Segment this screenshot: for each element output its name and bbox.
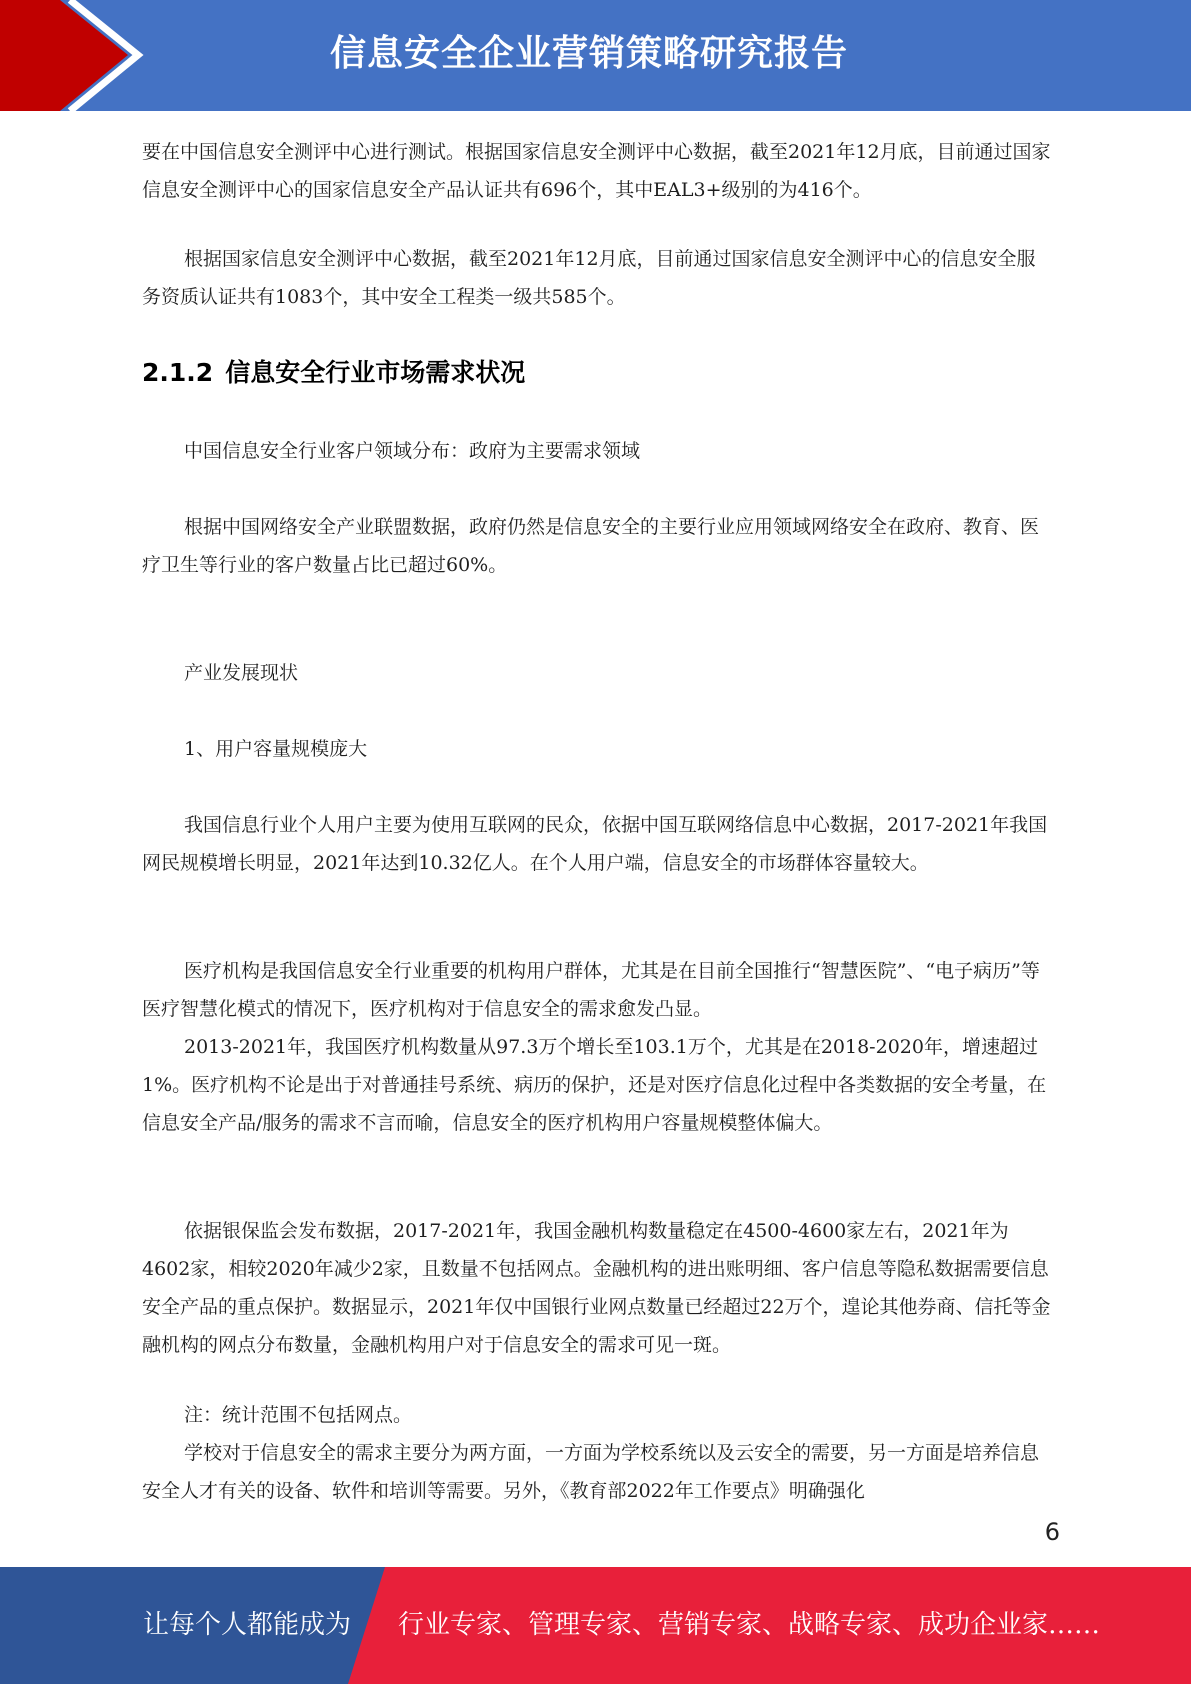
section-title: 信息安全行业市场需求状况 <box>225 358 526 387</box>
section-heading <box>142 353 525 393</box>
page-header <box>0 0 1191 111</box>
paragraph-cert-services: 根据国家信息安全测评中心数据，截至2021年12月底，目前通过国家信息安全测评中心的信息安全服务资质认证共有1083个，其中安全工程类一级共585个。 <box>142 248 1036 308</box>
paragraph-industry-status: 产业发展现状 <box>184 662 299 684</box>
page-footer <box>0 1567 1191 1684</box>
section-number: 2.1.2 <box>142 358 214 387</box>
header-chevron-icon <box>0 0 160 111</box>
paragraph-financial-institutions: 依据银保监会发布数据，2017-2021年，我国金融机构数量稳定在4500-4600家左右，2021年为4602家，相较2020年减少2家，且数量不包括网点。金融机构的进出账明细、客户信息等隐私数据需要信息安全产品的重点保护。数据显示，2021年仅中国银行业网点数量已经超过22万个，遑论其他券商、信托等金融机构的网点分布数量，金融机构用户对于信息安全的需求可见一斑。 <box>142 1220 1051 1356</box>
footer-slogan-right: 行业专家、管理专家、营销专家、战略专家、成功企业家…… <box>398 1610 1101 1640</box>
paragraph-medical-institutions: 医疗机构是我国信息安全行业重要的机构用户群体，尤其是在目前全国推行“智慧医院”、“电子病历”等医疗智慧化模式的情况下，医疗机构对于信息安全的需求愈发凸显。 <box>142 960 1040 1020</box>
footer-slogan-left: 让每个人都能成为 <box>143 1610 352 1640</box>
paragraph-schools: 学校对于信息安全的需求主要分为两方面，一方面为学校系统以及云安全的需要，另一方面是培养信息安全人才有关的设备、软件和培训等需要。另外，《教育部2022年工作要点》明确强化 <box>142 1442 1040 1502</box>
report-title: 信息安全企业营销策略研究报告 <box>330 33 849 74</box>
paragraph-medical-growth: 2013-2021年，我国医疗机构数量从97.3万个增长至103.1万个，尤其是在2018-2020年，增速超过1%。医疗机构不论是出于对普通挂号系统、病历的保护，还是对医疗信息化过程中各类数据的安全考量，在信息安全产品/服务的需求不言而喻，信息安全的医疗机构用户容量规模整体偏大。 <box>142 1036 1047 1134</box>
paragraph-cert-products: 要在中国信息安全测评中心进行测试。根据国家信息安全测评中心数据，截至2021年12月底，目前通过国家信息安全测评中心的国家信息安全产品认证共有696个，其中EAL3+级别的为416个。 <box>142 141 1051 201</box>
page-number: 6 <box>1044 1518 1060 1546</box>
paragraph-user-scale: 1、用户容量规模庞大 <box>184 738 368 760</box>
paragraph-personal-users: 我国信息行业个人用户主要为使用互联网的民众，依据中国互联网络信息中心数据，2017-2021年我国网民规模增长明显，2021年达到10.32亿人。在个人用户端，信息安全的市场群体容量较大。 <box>142 814 1048 874</box>
paragraph-customer-distribution: 中国信息安全行业客户领域分布：政府为主要需求领域 <box>184 440 641 462</box>
paragraph-note: 注：统计范围不包括网点。 <box>184 1404 413 1426</box>
paragraph-government-share: 根据中国网络安全产业联盟数据，政府仍然是信息安全的主要行业应用领域网络安全在政府、教育、医疗卫生等行业的客户数量占比已超过60%。 <box>142 516 1040 576</box>
